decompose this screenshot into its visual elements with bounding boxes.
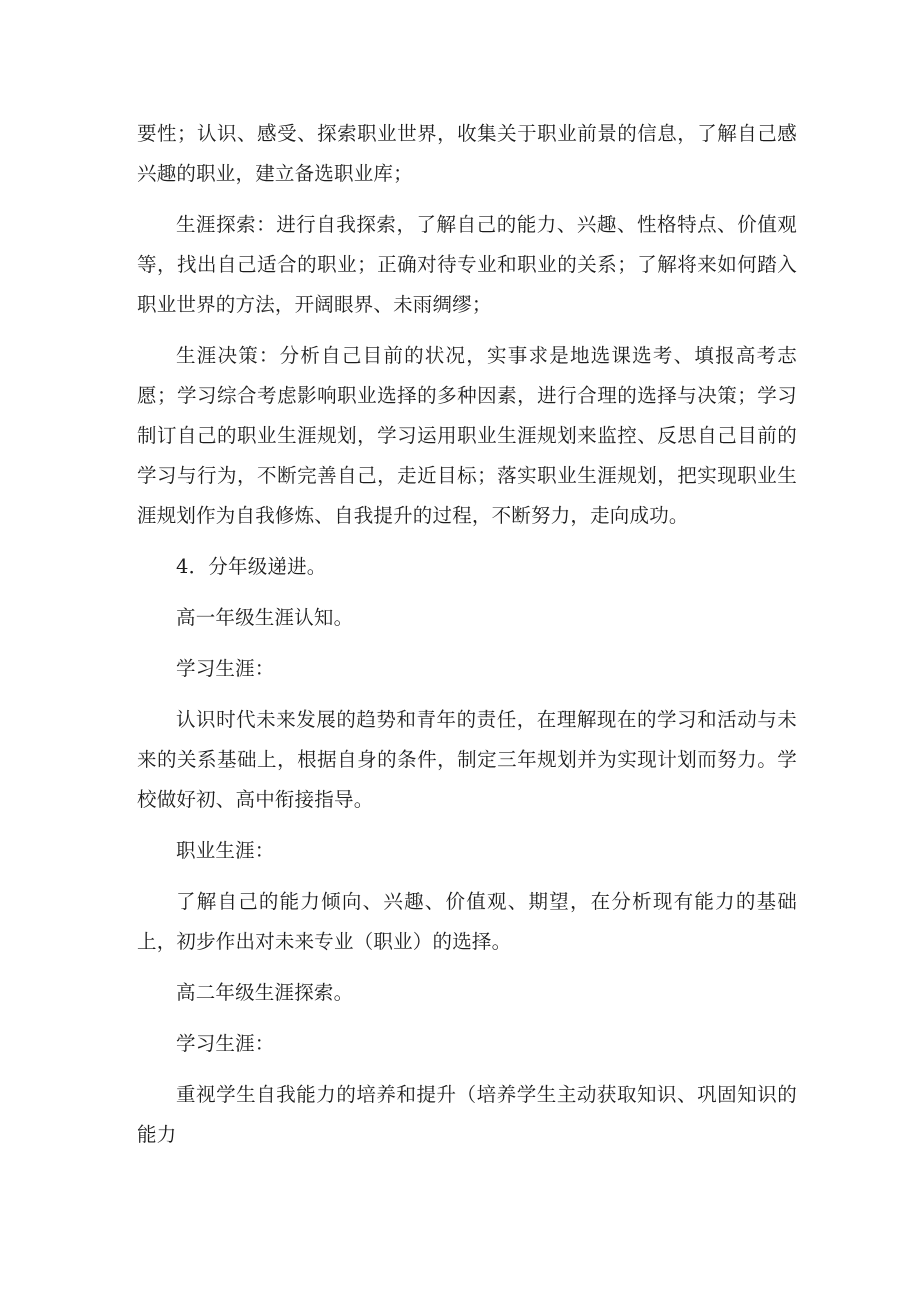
paragraph-career-decision: 生涯决策：分析自己目前的状况，实事求是地选课选考、填报高考志愿；学习综合考虑影响职业选择的多种因素，进行合理的选择与决策；学习制订自己的职业生涯规划，学习运用职业生涯规划来监控、反思自己目前的学习与行为，不断完善自己，走近目标；落实职业生涯规划，把实现职业生涯规划作为自我修炼、自我提升的过程，不断努力，走向成功。 — [137, 344, 797, 527]
paragraph-grade-one-study: 认识时代未来发展的趋势和青年的责任，在理解现在的学习和活动与未来的关系基础上，根据自身的条件，制定三年规划并为实现计划而努力。学校做好初、高中衔接指导。 — [137, 708, 797, 811]
paragraph-grade-one-vocational: 了解自己的能力倾向、兴趣、价值观、期望，在分析现有能力的基础上，初步作出对未来专业（职业）的选择。 — [137, 890, 797, 953]
label-study-career: 学习生涯： — [176, 657, 275, 680]
document-body — [137, 114, 797, 1166]
subheading-grade-two: 高二年级生涯探索。 — [176, 981, 354, 1004]
paragraph-continuation: 要性；认识、感受、探索职业世界，收集关于职业前景的信息，了解自己感兴趣的职业，建立备选职业库； — [137, 122, 797, 185]
paragraph-grade-two-study: 重视学生自我能力的培养和提升（培养学生主动获取知识、巩固知识的能力 — [137, 1083, 797, 1146]
label-study-career-2: 学习生涯： — [176, 1032, 275, 1055]
subheading-grade-one: 高一年级生涯认知。 — [176, 606, 354, 629]
section-heading-grade-progression: 4．分年级递进。 — [176, 555, 327, 578]
label-vocational-career: 职业生涯： — [176, 839, 275, 862]
paragraph-career-exploration: 生涯探索：进行自我探索，了解自己的能力、兴趣、性格特点、价值观等，找出自己适合的职业；正确对待专业和职业的关系；了解将来如何踏入职业世界的方法，开阔眼界、未雨绸缪； — [137, 213, 797, 316]
